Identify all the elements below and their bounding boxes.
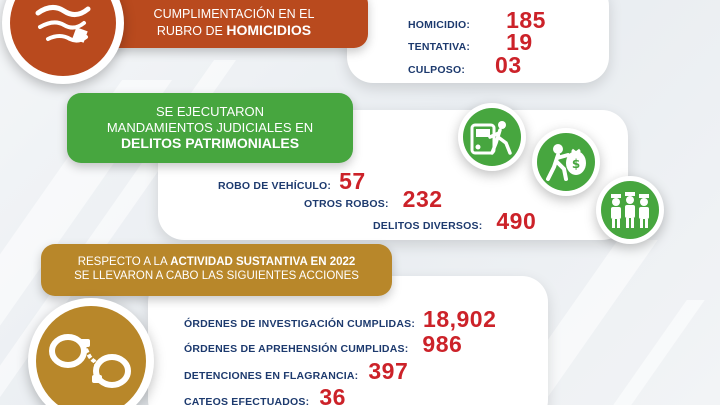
police-officers-icon xyxy=(601,181,659,239)
banner-text: RUBRO DE xyxy=(156,24,223,38)
banner-line xyxy=(41,256,392,270)
crime-scene-icon xyxy=(10,0,116,76)
stat-label: DETENCIONES EN FLAGRANCIA: xyxy=(184,370,359,382)
homicidios-banner xyxy=(100,0,368,48)
stat-label: HOMICIDIO: xyxy=(408,19,471,31)
stat-value: 232 xyxy=(402,186,443,212)
homicidios-icon-badge xyxy=(2,0,124,84)
handcuffs-icon xyxy=(36,306,146,405)
car-theft-badge xyxy=(458,103,526,171)
stat-value: 18,902 xyxy=(423,306,497,332)
banner-line xyxy=(100,22,368,39)
car-theft-icon xyxy=(463,108,521,166)
robber-badge xyxy=(532,128,600,196)
banner-text: RESPECTO A LA xyxy=(77,256,167,269)
banner-line: SE LLEVARON A CABO LAS SIGUIENTES ACCIONES xyxy=(74,270,359,282)
stat-row-ordenes-aprehension xyxy=(184,331,462,358)
stat-value: 185 xyxy=(506,7,546,33)
stat-value: 57 xyxy=(339,168,366,194)
stat-value: 36 xyxy=(319,384,346,405)
stat-row-ordenes-investigacion xyxy=(184,306,496,333)
stat-label: DELITOS DIVERSOS: xyxy=(373,220,483,232)
stat-label: CATEOS EFECTUADOS: xyxy=(184,396,310,405)
svg-text:$: $ xyxy=(571,157,581,171)
background-stripe xyxy=(613,300,705,405)
robber-money-bag-icon xyxy=(537,133,595,191)
stat-label: OTROS ROBOS: xyxy=(304,198,389,210)
banner-line: MANDAMIENTOS JUDICIALES EN xyxy=(106,119,314,135)
stat-label: ÓRDENES DE INVESTIGACIÓN CUMPLIDAS: xyxy=(184,318,416,330)
banner-bold-text: ACTIVIDAD SUSTANTIVA EN 2022 xyxy=(170,256,356,269)
stat-value: 986 xyxy=(422,331,463,357)
stat-value: 397 xyxy=(368,358,409,384)
banner-line: SE EJECUTARON xyxy=(155,104,265,119)
stat-row-cateos xyxy=(184,384,346,405)
stat-label: CULPOSO: xyxy=(408,64,466,76)
banner-line xyxy=(67,135,353,152)
stat-row-delitos-diversos xyxy=(373,208,536,235)
stat-label: TENTATIVA: xyxy=(408,41,471,53)
stat-label: ROBO DE VEHÍCULO: xyxy=(218,180,332,192)
banner-bold-text: DELITOS PATRIMONIALES xyxy=(120,135,300,152)
banner-bold-text: HOMICIDIOS xyxy=(226,22,312,38)
stat-value: 03 xyxy=(495,52,522,78)
patrimoniales-banner xyxy=(67,93,353,163)
police-badge xyxy=(596,176,664,244)
stat-row-detenciones-flagrancia xyxy=(184,358,408,385)
stat-value: 19 xyxy=(506,29,533,55)
actividad-banner xyxy=(41,244,392,296)
stat-value: 490 xyxy=(496,208,537,234)
stat-row-culposo xyxy=(408,52,522,79)
stat-label: ÓRDENES DE APREHENSIÓN CUMPLIDAS: xyxy=(184,343,409,355)
banner-line: CUMPLIMENTACIÓN EN EL xyxy=(153,7,315,21)
